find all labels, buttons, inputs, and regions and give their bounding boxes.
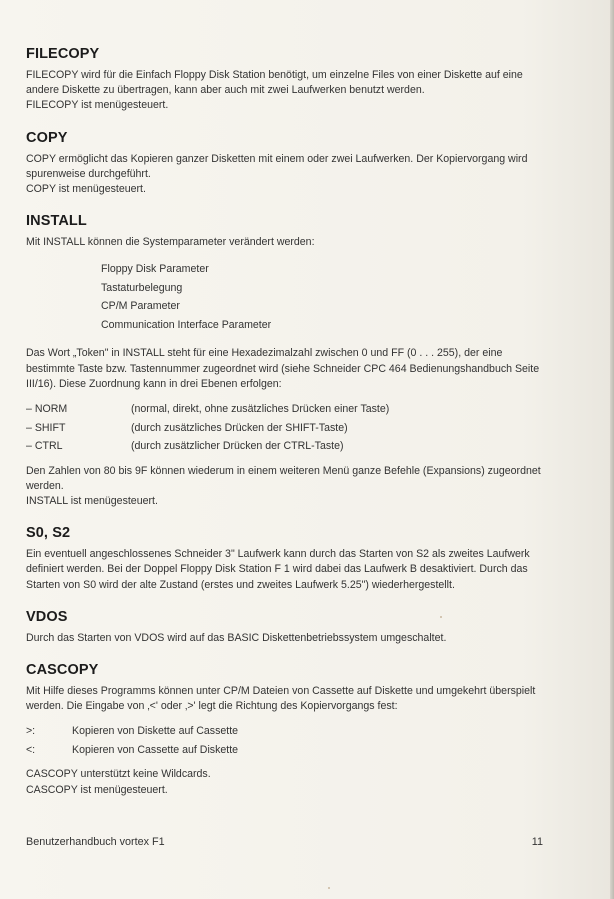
section-title: COPY xyxy=(26,129,68,146)
section-vdos xyxy=(26,609,551,646)
list-item xyxy=(26,419,551,438)
list-item: Communication Interface Parameter xyxy=(101,318,272,331)
paper-speck xyxy=(328,887,330,889)
paragraph: CASCOPY unterstützt keine Wildcards. xyxy=(26,768,211,781)
paper-speck xyxy=(440,616,442,618)
direction-list xyxy=(26,722,551,759)
section-s0-s2 xyxy=(26,525,551,593)
section-copy xyxy=(26,130,551,198)
level-desc: (durch zusätzlicher Drücken der CTRL-Taste) xyxy=(131,440,344,453)
page-number: 11 xyxy=(531,836,543,848)
section-title: VDOS xyxy=(26,608,68,625)
direction-desc: Kopieren von Diskette auf Cassette xyxy=(72,725,239,738)
level-desc: (normal, direkt, ohne zusätzliches Drücken einer Taste) xyxy=(131,403,390,416)
paragraph: INSTALL ist menügesteuert. xyxy=(26,494,158,507)
list-item xyxy=(26,400,551,419)
page-edge xyxy=(610,0,614,899)
footer-title: Benutzerhandbuch vortex F1 xyxy=(26,836,165,848)
level-key: – CTRL xyxy=(26,440,63,453)
paragraph: FILECOPY wird für die Einfach Floppy Disk Station benötigt, um einzelne Files von einer Diskette auf eine andere Diskette zu übertragen, kann aber auch mit zwei Laufwerken benutzt werden. xyxy=(26,69,523,97)
paragraph: Durch das Starten von VDOS wird auf das BASIC Diskettenbetriebssystem umgeschaltet. xyxy=(26,631,447,644)
paragraph: Den Zahlen von 80 bis 9F können wiederum in einem weiteren Menü ganze Befehle (Expansions) zugeordnet werden. xyxy=(26,464,541,492)
paragraph: Mit Hilfe dieses Programms können unter CP/M Dateien von Cassette auf Diskette und umgekehrt überspielt werden. Die Eingabe von ‚<' oder ‚>' legt die Richtung des Kopiervorgangs fest: xyxy=(26,684,536,713)
section-title: S0, S2 xyxy=(26,525,71,542)
section-filecopy xyxy=(26,46,551,114)
paragraph: Das Wort „Token" in INSTALL steht für eine Hexadezimalzahl zwischen 0 und FF (0 . . . 255), der eine bestimmte Taste bzw. Tastennummer zugeordnet wird (siehe Schneider CPC 464 Bedienungshandbuch Seite III/16). Diese Zuordnung kann in drei Ebenen erfolgen: xyxy=(26,347,540,390)
section-title: FILECOPY xyxy=(26,46,100,62)
list-item: CP/M Parameter xyxy=(101,300,180,313)
list-item xyxy=(26,437,551,456)
paragraph: COPY ist menügesteuert. xyxy=(26,183,146,196)
level-desc: (durch zusätzliches Drücken der SHIFT-Taste) xyxy=(131,421,348,434)
paragraph: Ein eventuell angeschlossenes Schneider 3" Laufwerk kann durch das Starten von S2 als zweites Laufwerk definiert werden. Bei der Doppel Floppy Disk Station F 1 wird dabei das Laufwerk B desaktiviert. Durch das Starten von S0 wird der alte Zustand (erstes und zweites Laufwerk 5.25") wiederhergestellt. xyxy=(26,548,530,591)
paragraph: FILECOPY ist menügesteuert. xyxy=(26,99,169,112)
list-item xyxy=(26,722,551,741)
section-cascopy xyxy=(26,662,551,798)
page-content xyxy=(26,46,551,814)
level-key: – NORM xyxy=(26,403,68,416)
parameter-list xyxy=(101,260,551,334)
direction-desc: Kopieren von Cassette auf Diskette xyxy=(72,743,239,756)
page-footer xyxy=(26,836,543,848)
paragraph: CASCOPY ist menügesteuert. xyxy=(26,783,168,796)
list-item: Tastaturbelegung xyxy=(101,281,183,294)
direction-key: <: xyxy=(26,743,36,756)
section-install xyxy=(26,213,551,509)
paragraph: Mit INSTALL können die Systemparameter verändert werden: xyxy=(26,236,315,249)
list-item: Floppy Disk Parameter xyxy=(101,263,209,276)
section-title: INSTALL xyxy=(26,213,87,230)
direction-key: >: xyxy=(26,725,36,738)
level-list xyxy=(26,400,551,456)
section-title: CASCOPY xyxy=(26,661,99,678)
paragraph: COPY ermöglicht das Kopieren ganzer Disketten mit einem oder zwei Laufwerken. Der Kopiervorgang wird spurenweise durchgeführt. xyxy=(26,152,528,180)
list-item xyxy=(26,741,551,760)
level-key: – SHIFT xyxy=(26,421,66,434)
